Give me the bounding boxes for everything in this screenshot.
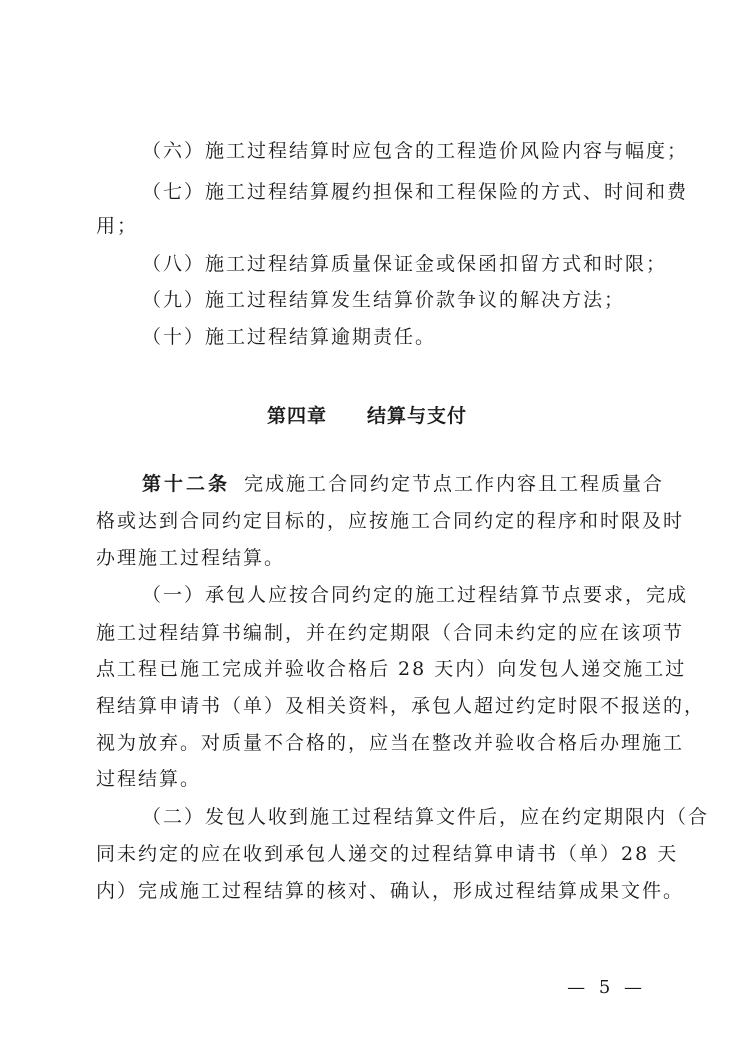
clause-1-line-2: 施工过程结算书编制，并在约定期限（合同未约定的应在该项节	[96, 622, 685, 644]
item-7-line-2: 用；	[96, 215, 139, 237]
item-7-line-1: （七）施工过程结算履约担保和工程保险的方式、时间和费	[142, 181, 689, 203]
article-12-title: 第十二条	[142, 473, 231, 495]
article-12-line-1	[142, 472, 665, 496]
article-12-line-3: 办理施工过程结算。	[96, 547, 286, 569]
page-number: — 5 —	[567, 977, 646, 998]
clause-1-line-6: 过程结算。	[96, 768, 202, 790]
chapter-heading: 第四章 结算与支付	[266, 405, 467, 427]
clause-2-line-3: 内）完成施工过程结算的核对、确认，形成过程结算成果文件。	[96, 880, 685, 902]
clause-1-line-5: 视为放弃。对质量不合格的，应当在整改并验收合格后办理施工	[96, 732, 685, 754]
clause-2-line-1: （二）发包人收到施工过程结算文件后，应在约定期限内（合	[142, 806, 710, 828]
item-10: （十）施工过程结算逾期责任。	[142, 326, 437, 348]
clause-1-line-1: （一）承包人应按合同约定的施工过程结算节点要求，完成	[142, 584, 689, 606]
article-12-line-2: 格或达到合同约定目标的，应按施工合同约定的程序和时限及时	[96, 510, 685, 532]
clause-2-line-2: 同未约定的应在收到承包人递交的过程结算申请书（单）28 天	[96, 843, 679, 865]
item-8: （八）施工过程结算质量保证金或保函扣留方式和时限；	[142, 253, 668, 275]
item-6: （六）施工过程结算时应包含的工程造价风险内容与幅度；	[142, 140, 689, 162]
item-9: （九）施工过程结算发生结算价款争议的解决方法；	[142, 289, 626, 311]
clause-1-line-4: 程结算申请书（单）及相关资料，承包人超过约定时限不报送的，	[96, 695, 706, 717]
article-12-text-1: 完成施工合同约定节点工作内容且工程质量合	[244, 473, 665, 495]
clause-1-line-3: 点工程已施工完成并验收合格后 28 天内）向发包人递交施工过	[96, 658, 687, 680]
